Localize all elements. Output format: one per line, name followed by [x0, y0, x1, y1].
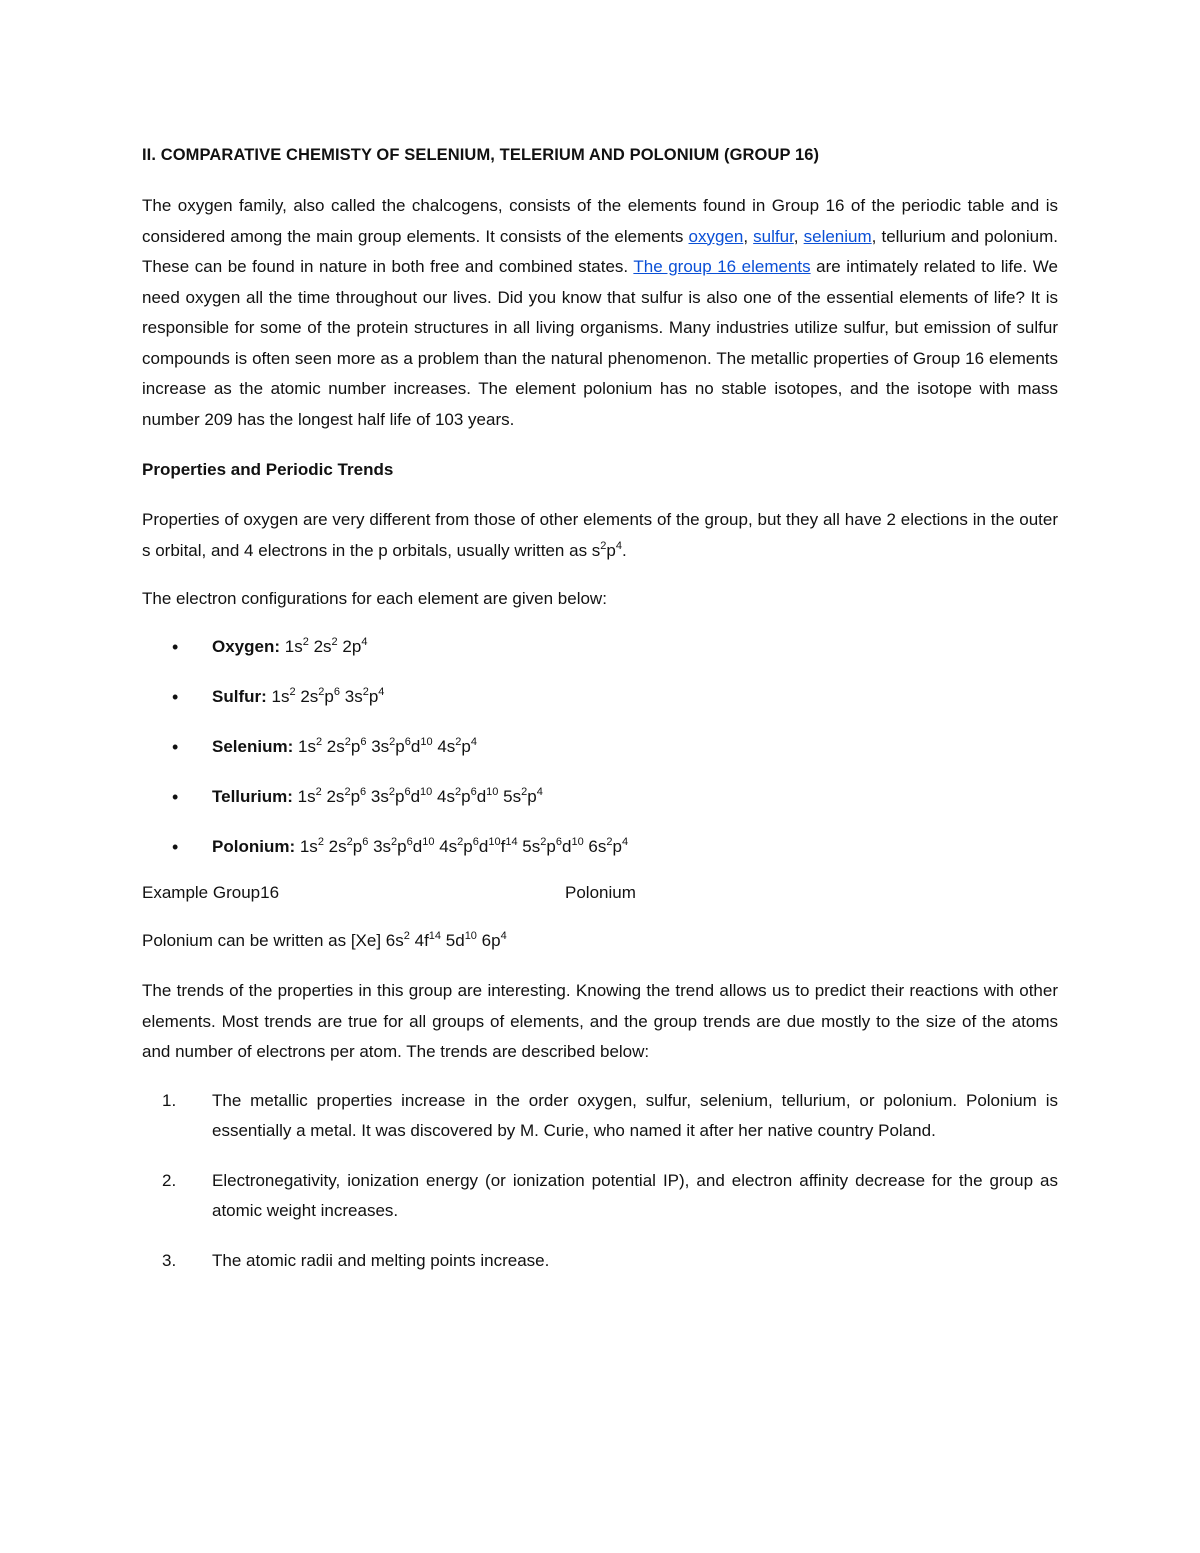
electron-config: $1s^2$ $2s^2p^6$ $3s^2p^6d^{10}$ $4s^2p^4$ — [297, 736, 478, 756]
list-item — [142, 732, 1058, 762]
trend-text: The atomic radii and melting points increase. — [212, 1250, 550, 1270]
bullet-icon: • — [172, 687, 179, 707]
list-item — [142, 1246, 1058, 1277]
oxygen-link[interactable]: oxygen — [688, 226, 744, 246]
list-item — [142, 632, 1058, 662]
electron-config: $1s^2$ $2s^2p^6$ $3s^2p^4$ — [271, 686, 385, 706]
bullet-icon: • — [172, 837, 179, 857]
list-item — [142, 782, 1058, 812]
section-title: II. COMPARATIVE CHEMISTY OF SELENIUM, TELERIUM AND POLONIUM (GROUP 16) — [142, 146, 820, 164]
element-name: Sulfur: — [212, 687, 267, 706]
bullet-icon: • — [172, 737, 179, 757]
bullet-icon: • — [172, 637, 179, 657]
electron-config: $1s^2$ $2s^2p^6$ $3s^2p^6d^{10}$ $4s^2p^6d^{10}$ $5s^2p^4$ — [297, 786, 543, 806]
list-item — [142, 1166, 1058, 1227]
config-intro: The electron configurations for each element are given below: — [142, 589, 607, 608]
example-row — [142, 878, 1058, 908]
example-label: Example Group16 — [142, 883, 280, 902]
trends-paragraph: The trends of the properties in this group are interesting. Knowing the trend allows us to predict their reactions with other elements. Most trends are true for all groups of elements, and the group trends are due mostly to the size of the atoms and number of electrons per atom. The trends are described below: — [142, 981, 1058, 1061]
list-item — [142, 832, 1058, 862]
trends-list — [142, 1086, 1058, 1277]
intro-paragraph: The oxygen family, also called the chalcogens, consists of the elements found in Group 16 of the periodic table and is considered among the main group elements. It consists of the elements oxygen, sulfur, selenium, tellurium and polonium. These can be found in nature in both free and combined states. The group 16 elements are intimately related to life. We need oxygen all the time throughout our lives. Did you know that sulfur is also one of the essential elements of life? It is responsible for some of the protein structures in all living organisms. Many industries utilize sulfur, but emission of sulfur compounds is often seen more as a problem than the natural phenomenon. The metallic properties of Group 16 elements increase as the atomic number increases. The element polonium has no stable isotopes, and the isotope with mass number 209 has the longest half life of 103 years. — [142, 196, 1059, 429]
list-number: 3. — [162, 1250, 177, 1270]
properties-heading: Properties and Periodic Trends — [142, 460, 394, 479]
element-name: Polonium: — [212, 837, 296, 856]
bullet-icon: • — [172, 787, 179, 807]
trend-text: Electronegativity, ionization energy (or ionization potential IP), and electron affinity decrease for the group as atomic weight increases. — [212, 1170, 1058, 1220]
element-name: Tellurium: — [212, 787, 293, 806]
polonium-short-config: Polonium can be written as [Xe] $6s^2$ $4f^{14}$ $5d^{10}$ $6p^4$ — [142, 930, 507, 950]
element-name: Selenium: — [212, 737, 294, 756]
trend-text: The metallic properties increase in the order oxygen, sulfur, selenium, tellurium, or polonium. Polonium is essentially a metal. It was discovered by M. Curie, who named it after her native country Poland. — [212, 1090, 1058, 1140]
electron-config: $1s^2$ $2s^2$ $2p^4$ — [284, 636, 368, 656]
list-item — [142, 682, 1058, 712]
group16-elements-link[interactable]: The group 16 elements — [633, 257, 811, 276]
properties-paragraph: Properties of oxygen are very different from those of other elements of the group, but they all have 2 elections in the outer s orbital, and 4 electrons in the p orbitals, usually written as $s^2p^4$. — [142, 510, 1058, 560]
sulfur-link[interactable]: sulfur — [753, 226, 794, 246]
list-item — [142, 1086, 1058, 1147]
list-number: 1. — [162, 1090, 177, 1110]
selenium-link[interactable]: selenium — [803, 226, 872, 246]
document-content — [142, 140, 1058, 1295]
example-element: Polonium — [565, 883, 636, 902]
list-number: 2. — [162, 1170, 177, 1190]
element-name: Oxygen: — [212, 637, 281, 656]
electron-config: $1s^2$ $2s^2p^6$ $3s^2p^6d^{10}$ $4s^2p^6d^{10}f^{14}$ $5s^2p^6d^{10}$ $6s^2p^4$ — [299, 836, 629, 856]
electron-config-list — [142, 632, 1058, 862]
